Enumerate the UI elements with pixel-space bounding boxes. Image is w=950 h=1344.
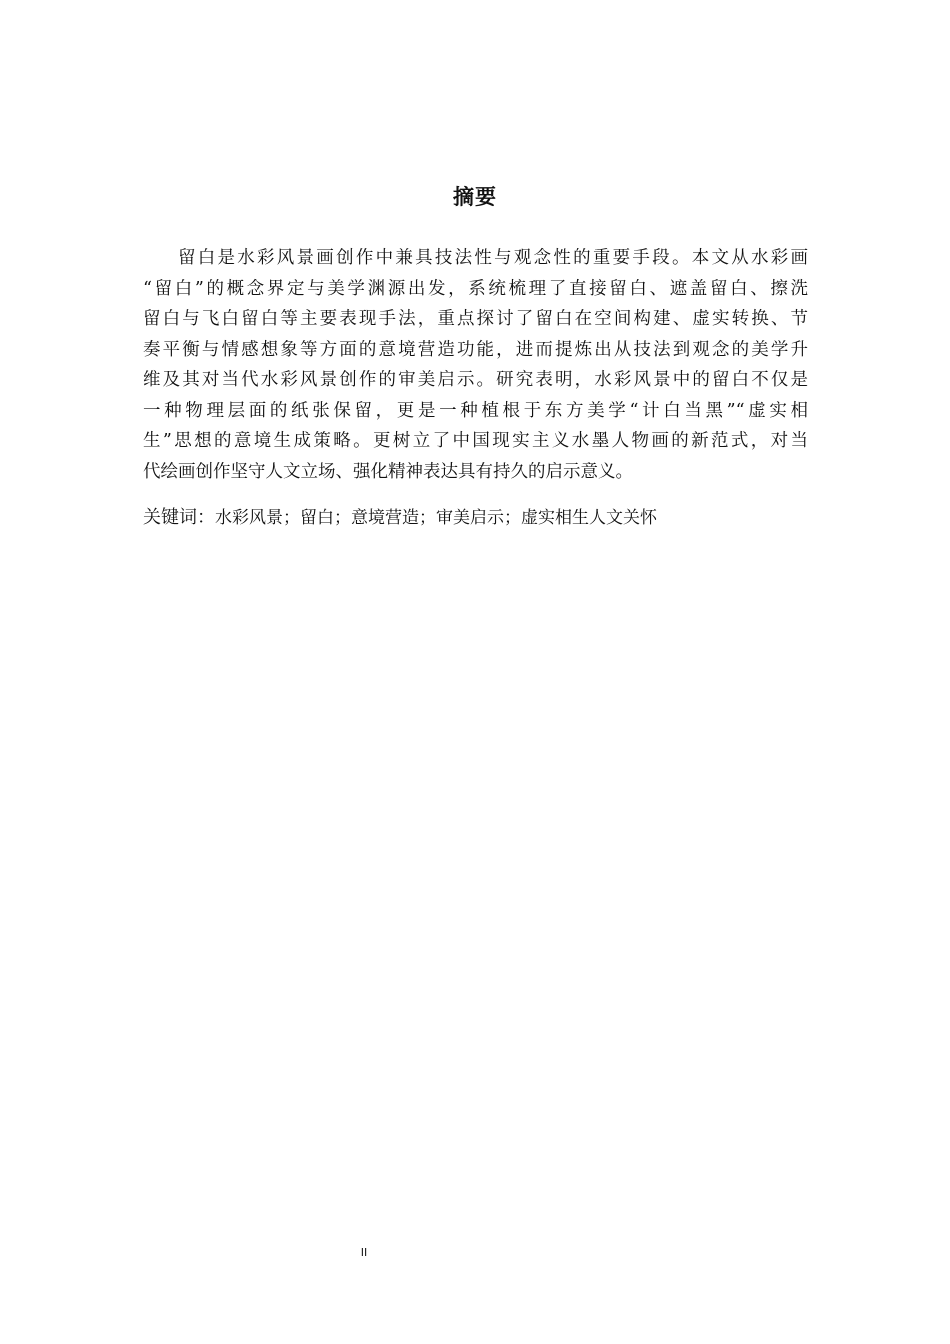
abstract-line: 维及其对当代水彩风景创作的审美启示。研究表明，水彩风景中的留白不仅是 (143, 370, 808, 390)
keywords-label: 关键词： (143, 507, 215, 528)
abstract-line: 生”思想的意境生成策略。更树立了中国现实主义水墨人物画的新范式，对当 (143, 431, 808, 451)
abstract-line: 留白与飞白留白等主要表现手法，重点探讨了留白在空间构建、虚实转换、节 (143, 309, 808, 329)
abstract-line: “留白”的概念界定与美学渊源出发，系统梳理了直接留白、遮盖留白、擦洗 (143, 278, 808, 299)
keywords-line (143, 503, 808, 533)
abstract-title: 摘要 (453, 185, 497, 209)
abstract-line: 奏平衡与情感想象等方面的意境营造功能，进而提炼出从技法到观念的美学升 (143, 339, 808, 360)
page-number: II (360, 1246, 368, 1259)
abstract-line: 留白是水彩风景画创作中兼具技法性与观念性的重要手段。本文从水彩画 (178, 248, 808, 268)
abstract-line: 一种物理层面的纸张保留，更是一种植根于东方美学“计白当黑”“虚实相 (143, 400, 808, 421)
abstract-body (143, 243, 808, 487)
keywords-text: 水彩风景；留白；意境营造；审美启示；虚实相生人文关怀 (215, 508, 657, 528)
abstract-line: 代绘画创作坚守人文立场、强化精神表达具有持久的启示意义。 (143, 461, 633, 482)
